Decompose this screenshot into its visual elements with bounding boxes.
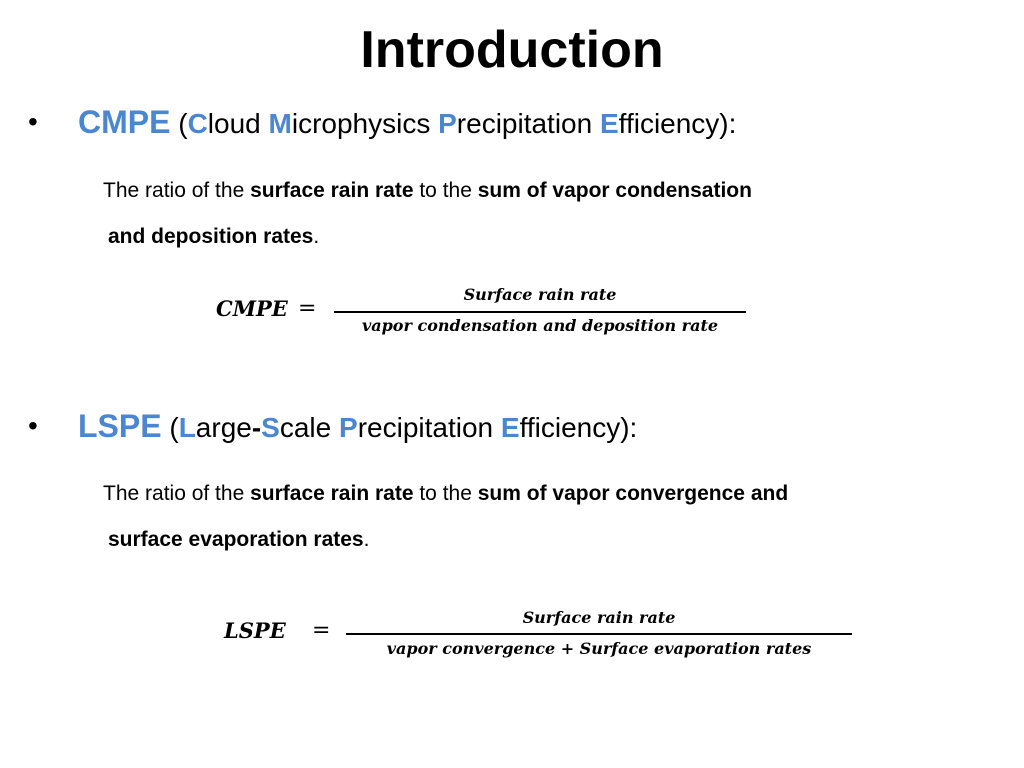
cmpe-acronym: CMPE (78, 104, 171, 140)
lspe-acronym: LSPE (78, 408, 162, 444)
bullet-point-icon: • (28, 106, 38, 137)
lspe-description: The ratio of the surface rain rate to the sum of vapor convergence and surface evaporation rates. (103, 482, 789, 551)
formula-numerator: Surface rain rate (522, 608, 676, 627)
lspe-heading: LSPE (Large-Scale Precipitation Efficiency): (78, 408, 638, 444)
bullet-point-icon: • (28, 410, 38, 441)
formula-lhs: CMPE (216, 296, 288, 321)
formula-denominator: vapor condensation and deposition rate (361, 316, 719, 335)
slide-title: Introduction (360, 21, 664, 79)
formula-lhs: LSPE (224, 618, 286, 643)
formula-equals: = (298, 296, 317, 321)
formula-equals: = (312, 618, 331, 643)
fraction-bar (334, 311, 746, 313)
fraction-bar (346, 633, 852, 635)
formula-denominator: vapor convergence + Surface evaporation rates (386, 639, 812, 658)
cmpe-heading: CMPE (Cloud Microphysics Precipitation Efficiency): (78, 104, 737, 140)
formula-numerator: Surface rain rate (463, 285, 617, 304)
cmpe-description: The ratio of the surface rain rate to the sum of vapor condensation and deposition rates. (103, 179, 752, 248)
